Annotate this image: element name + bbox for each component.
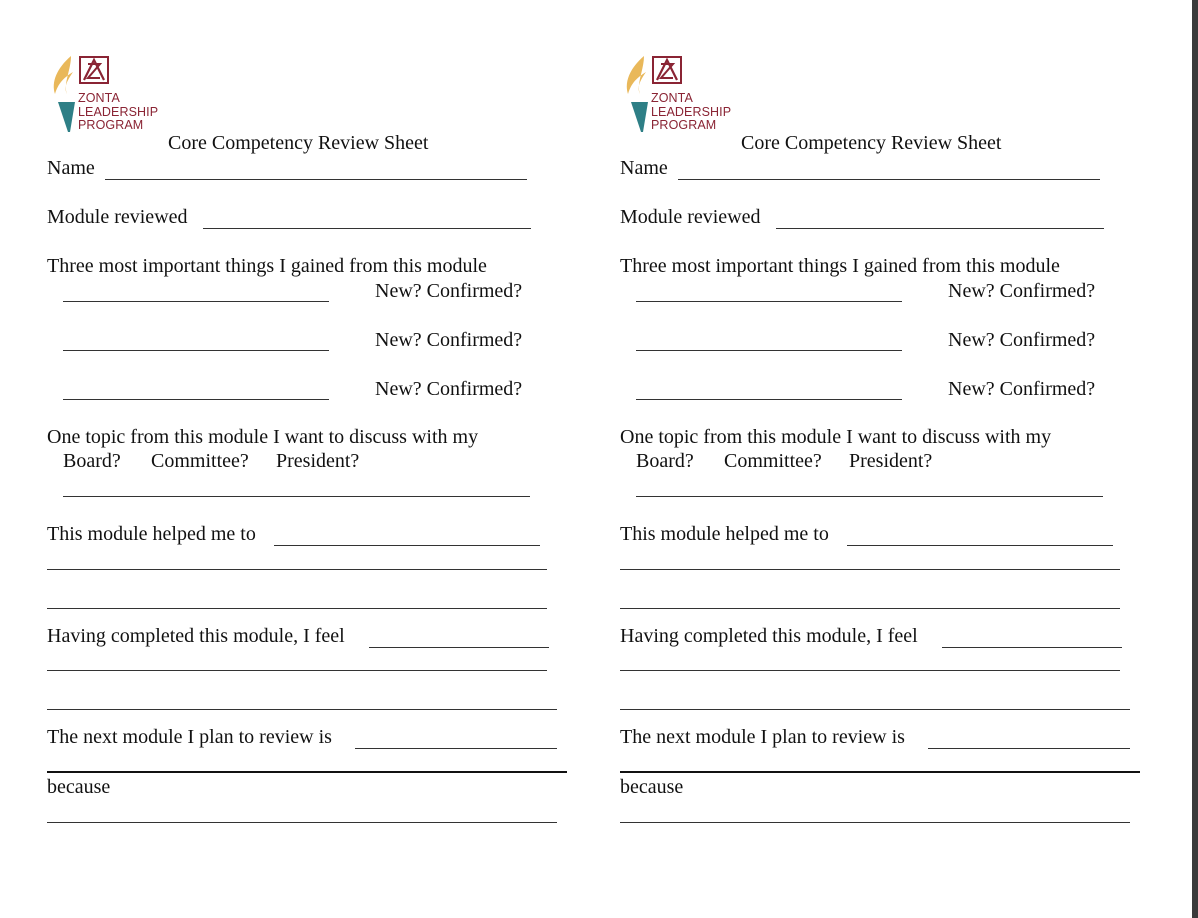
feel-field[interactable] bbox=[942, 647, 1122, 648]
logo-text bbox=[78, 92, 158, 133]
helped-label: This module helped me to bbox=[620, 523, 829, 545]
three-things-label: Three most important things I gained from this module bbox=[620, 255, 1060, 277]
zonta-logo bbox=[624, 54, 744, 136]
feel-field[interactable] bbox=[369, 647, 549, 648]
helped-field-line-3[interactable] bbox=[47, 608, 547, 609]
logo-text bbox=[651, 92, 731, 133]
helped-field[interactable] bbox=[847, 545, 1113, 546]
torch-icon bbox=[51, 54, 81, 134]
module-reviewed-label: Module reviewed bbox=[47, 206, 188, 228]
because-field[interactable] bbox=[47, 822, 557, 823]
feel-label: Having completed this module, I feel bbox=[620, 625, 918, 647]
next-module-field[interactable] bbox=[355, 748, 557, 749]
page-edge bbox=[1192, 0, 1198, 918]
board-option[interactable]: Board? bbox=[63, 450, 121, 472]
logo-line-2: LEADERSHIP bbox=[78, 104, 159, 119]
board-option[interactable]: Board? bbox=[636, 450, 694, 472]
form-title: Core Competency Review Sheet bbox=[741, 132, 1002, 154]
logo-line-2: LEADERSHIP bbox=[651, 104, 732, 119]
because-field[interactable] bbox=[620, 822, 1130, 823]
name-field[interactable] bbox=[105, 179, 527, 180]
section-divider bbox=[620, 771, 1140, 773]
gained-item-2-field[interactable] bbox=[636, 350, 902, 351]
gained-item-1-field[interactable] bbox=[636, 301, 902, 302]
gained-item-3-field[interactable] bbox=[636, 399, 902, 400]
zonta-emblem-icon bbox=[79, 56, 109, 84]
gained-item-3-field[interactable] bbox=[63, 399, 329, 400]
committee-option[interactable]: Committee? bbox=[724, 450, 822, 472]
logo-line-1: ZONTA bbox=[651, 91, 693, 105]
zonta-emblem-icon bbox=[652, 56, 682, 84]
new-confirmed-1[interactable]: New? Confirmed? bbox=[375, 280, 523, 302]
because-label: because bbox=[47, 776, 111, 798]
form-title: Core Competency Review Sheet bbox=[168, 132, 429, 154]
feel-field-line-2[interactable] bbox=[47, 670, 547, 671]
president-option[interactable]: President? bbox=[276, 450, 360, 472]
topic-field[interactable] bbox=[63, 496, 530, 497]
torch-icon bbox=[624, 54, 654, 134]
feel-field-line-2[interactable] bbox=[620, 670, 1120, 671]
zonta-logo bbox=[51, 54, 171, 136]
helped-label: This module helped me to bbox=[47, 523, 256, 545]
helped-field[interactable] bbox=[274, 545, 540, 546]
feel-field-line-3[interactable] bbox=[47, 709, 557, 710]
three-things-label: Three most important things I gained from this module bbox=[47, 255, 487, 277]
helped-field-line-3[interactable] bbox=[620, 608, 1120, 609]
module-reviewed-field[interactable] bbox=[203, 228, 531, 229]
logo-line-3: PROGRAM bbox=[651, 118, 717, 132]
gained-item-2-field[interactable] bbox=[63, 350, 329, 351]
logo-line-3: PROGRAM bbox=[78, 118, 144, 132]
next-module-label: The next module I plan to review is bbox=[47, 726, 332, 748]
new-confirmed-3[interactable]: New? Confirmed? bbox=[375, 378, 523, 400]
president-option[interactable]: President? bbox=[849, 450, 933, 472]
name-label: Name bbox=[47, 157, 95, 179]
helped-field-line-2[interactable] bbox=[47, 569, 547, 570]
name-field[interactable] bbox=[678, 179, 1100, 180]
topic-label: One topic from this module I want to discuss with my bbox=[620, 426, 1052, 448]
logo-line-1: ZONTA bbox=[78, 91, 120, 105]
review-sheet-left bbox=[47, 0, 587, 918]
feel-field-line-3[interactable] bbox=[620, 709, 1130, 710]
new-confirmed-1[interactable]: New? Confirmed? bbox=[948, 280, 1096, 302]
name-label: Name bbox=[620, 157, 668, 179]
topic-field[interactable] bbox=[636, 496, 1103, 497]
because-label: because bbox=[620, 776, 684, 798]
helped-field-line-2[interactable] bbox=[620, 569, 1120, 570]
next-module-field[interactable] bbox=[928, 748, 1130, 749]
review-sheet-right bbox=[620, 0, 1160, 918]
topic-label: One topic from this module I want to discuss with my bbox=[47, 426, 479, 448]
section-divider bbox=[47, 771, 567, 773]
new-confirmed-3[interactable]: New? Confirmed? bbox=[948, 378, 1096, 400]
committee-option[interactable]: Committee? bbox=[151, 450, 249, 472]
new-confirmed-2[interactable]: New? Confirmed? bbox=[948, 329, 1096, 351]
module-reviewed-label: Module reviewed bbox=[620, 206, 761, 228]
gained-item-1-field[interactable] bbox=[63, 301, 329, 302]
next-module-label: The next module I plan to review is bbox=[620, 726, 905, 748]
feel-label: Having completed this module, I feel bbox=[47, 625, 345, 647]
module-reviewed-field[interactable] bbox=[776, 228, 1104, 229]
new-confirmed-2[interactable]: New? Confirmed? bbox=[375, 329, 523, 351]
